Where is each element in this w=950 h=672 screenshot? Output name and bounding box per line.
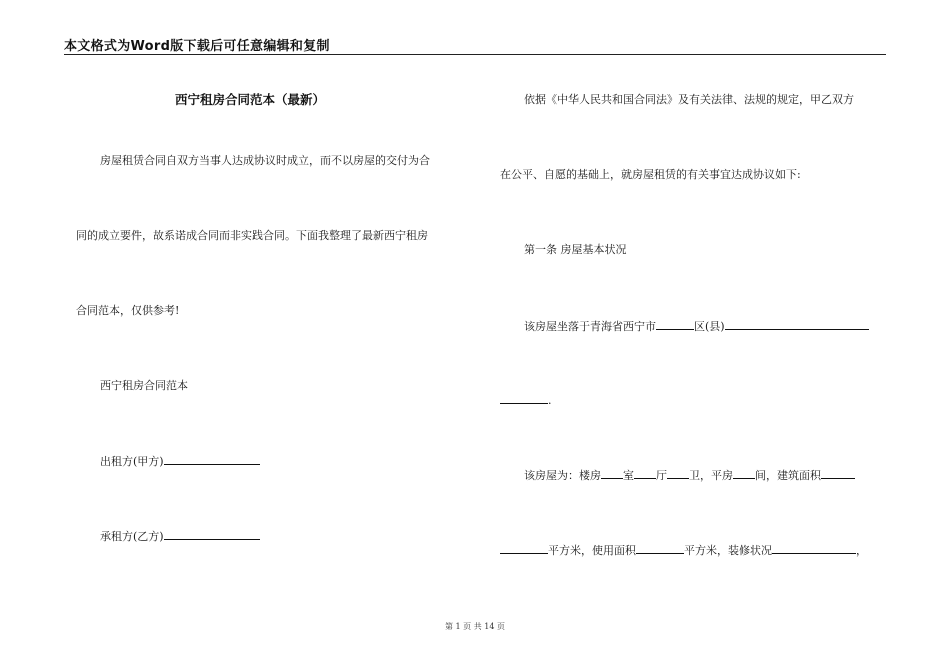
contract-title: 西宁租房合同范本 bbox=[100, 379, 188, 392]
area-line bbox=[500, 542, 867, 558]
lessor-label: 出租方(甲方) bbox=[100, 455, 164, 468]
lessor-line bbox=[100, 453, 260, 469]
location-line bbox=[524, 318, 869, 334]
room-blank bbox=[601, 467, 623, 479]
type-jian: 间，建筑面积 bbox=[755, 469, 821, 482]
address-blank bbox=[500, 392, 548, 404]
location-continuation bbox=[500, 392, 552, 408]
bungalow-blank bbox=[733, 467, 755, 479]
basis-line-1: 依据《中华人民共和国合同法》及有关法律、法规的规定，甲乙双方 bbox=[524, 93, 854, 106]
area-sqm-2: 平方米，装修状况 bbox=[684, 544, 772, 557]
document-title: 西宁租房合同范本（最新） bbox=[175, 92, 326, 107]
hall-blank bbox=[634, 467, 656, 479]
area-sqm: 平方米，使用面积 bbox=[548, 544, 636, 557]
basis-line-2: 在公平、自愿的基础上，就房屋租赁的有关事宜达成协议如下: bbox=[500, 168, 801, 181]
district-blank bbox=[725, 318, 869, 330]
build-area-blank bbox=[821, 467, 855, 479]
location-end: . bbox=[548, 394, 552, 407]
bath-blank bbox=[667, 467, 689, 479]
type-bath: 卫，平房 bbox=[689, 469, 733, 482]
area-end: ， bbox=[856, 544, 867, 557]
intro-line-3: 合同范本，仅供参考! bbox=[76, 304, 180, 317]
lessee-line bbox=[100, 528, 260, 544]
city-blank bbox=[656, 318, 694, 330]
location-prefix: 该房屋坐落于青海省西宁市 bbox=[524, 320, 656, 333]
build-area-blank-2 bbox=[500, 542, 548, 554]
lessee-label: 承租方(乙方) bbox=[100, 530, 164, 543]
intro-line-2: 同的成立要件，故系诺成合同而非实践合同。下面我整理了最新西宁租房 bbox=[76, 229, 428, 242]
type-room: 室 bbox=[623, 469, 634, 482]
decoration-blank bbox=[772, 542, 856, 554]
type-hall: 厅 bbox=[656, 469, 667, 482]
intro-line-1: 房屋租赁合同自双方当事人达成协议时成立，而不以房屋的交付为合 bbox=[100, 154, 430, 167]
location-district: 区(县) bbox=[694, 320, 725, 333]
house-type-line bbox=[524, 467, 855, 483]
lessor-blank bbox=[164, 453, 260, 465]
header-text: 本文格式为Word版下载后可任意编辑和复制 bbox=[64, 39, 330, 54]
page-header bbox=[64, 35, 886, 55]
article-1-heading: 第一条 房屋基本状况 bbox=[524, 243, 627, 256]
lessee-blank bbox=[164, 528, 260, 540]
type-prefix: 该房屋为：楼房 bbox=[524, 469, 601, 482]
page-number: 第 1 页 共 14 页 bbox=[445, 622, 505, 631]
use-area-blank bbox=[636, 542, 684, 554]
